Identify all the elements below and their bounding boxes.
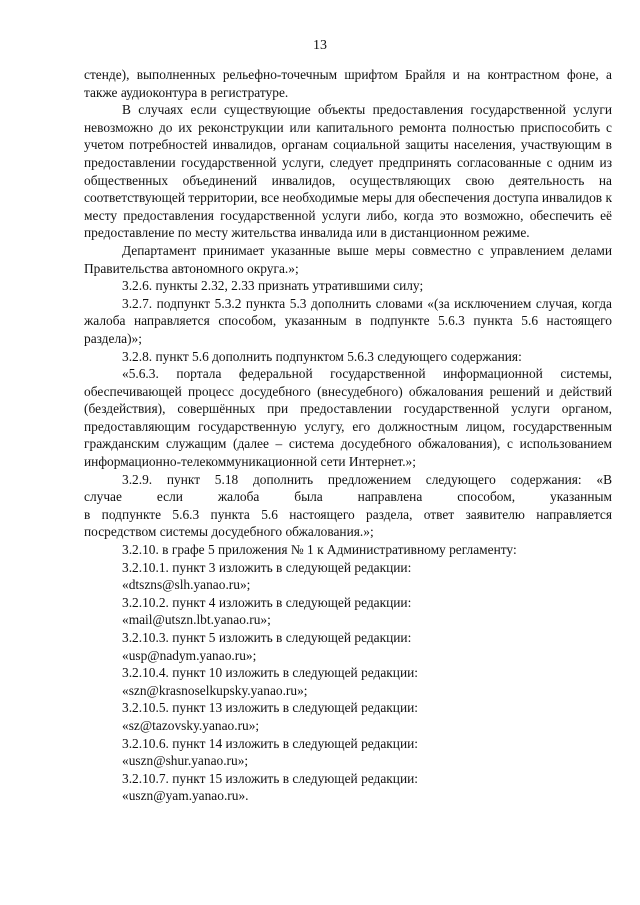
page-number: 13 xyxy=(313,38,327,53)
list-item: 3.2.10.7. пункт 15 изложить в следующей редакции: xyxy=(122,770,419,786)
email-value: «sz@tazovsky.yanao.ru»; xyxy=(122,717,260,733)
paragraph-3-2-6: 3.2.6. пункты 2.32, 2.33 признать утратившими силу; xyxy=(122,278,424,294)
list-item: 3.2.10.2. пункт 4 изложить в следующей редакции: xyxy=(122,594,412,610)
email-value: «mail@utszn.lbt.yanao.ru»; xyxy=(122,612,271,628)
list-item: 3.2.10.5. пункт 13 изложить в следующей редакции: xyxy=(122,700,419,716)
email-value: «szn@krasnoselkupsky.yanao.ru»; xyxy=(122,682,308,698)
paragraph-3-2-9-line-1: 3.2.9. пункт 5.18 дополнить предложением следующего содержания: «В xyxy=(122,471,612,487)
list-item: 3.2.10.6. пункт 14 изложить в следующей редакции: xyxy=(122,735,419,751)
paragraph-accessibility-measures: В случаях если существующие объекты предоставления государственной услуги невозможно до их реконструкции или капитального ремонта полностью приспособить с учетом потребностей инвалидов, органам социальной защиты населения, участвующим в предоставлении государственной услуги, следует предпринять согласованные с одним из общественных объединений инвалидов, осуществляющих свою деятельность на соответствующей территории, все необходимые меры для обеспечения доступа инвалидов к месту предоставления государственной услуги либо, когда это возможно, обеспечить её предоставление по месту жительства инвалида или в дистанционном режиме. xyxy=(84,102,612,241)
email-value: «uszn@shur.yanao.ru»; xyxy=(122,753,249,769)
email-value: «usp@nadym.yanao.ru»; xyxy=(122,647,257,663)
list-item: 3.2.10.3. пункт 5 изложить в следующей редакции: xyxy=(122,630,412,645)
paragraph-3-2-9-rest: в подпункте 5.6.3 пункта 5.6 настоящего раздела, ответ заявителю направляется посредством системы досудебного обжалования.»; xyxy=(84,506,612,540)
paragraph-5-6-3-quote: «5.6.3. портала федеральной государственной информационной системы, обеспечивающей процесс досудебного (внесудебного) обжалования решений и действий (бездействия), совершённых при предоставлении государственной услуги органом, предоставляющим государственную услугу, его должностным лицом, государственным гражданским служащим (далее – система досудебного обжалования), с использованием информационно-телекоммуникационной сети Интернет.»; xyxy=(84,366,612,470)
amendment-list xyxy=(84,541,612,805)
email-value: «uszn@yam.yanao.ru». xyxy=(122,788,249,804)
paragraph-braille-stand: стенде), выполненных рельефно-точечным шрифтом Брайля и на контрастном фоне, а также аудиоконтура в регистратуре. xyxy=(84,67,612,100)
paragraph-3-2-9 xyxy=(84,471,612,541)
list-item: 3.2.10.4. пункт 10 изложить в следующей редакции: xyxy=(122,665,419,681)
list-item: 3.2.10.1. пункт 3 изложить в следующей редакции: xyxy=(122,559,412,575)
paragraph-3-2-9-line-2: случае если жалоба была направлена способом, указанным xyxy=(84,489,612,505)
paragraph-3-2-8: 3.2.8. пункт 5.6 дополнить подпунктом 5.6.3 следующего содержания: xyxy=(122,348,522,364)
email-value: «dtszns@slh.yanao.ru»; xyxy=(122,577,251,593)
paragraph-3-2-7: 3.2.7. подпункт 5.3.2 пункта 5.3 дополнить словами «(за исключением случая, когда жалоба направляется способом, указанным в подпункте 5.6.3 пункта 5.6 настоящего раздела)»; xyxy=(84,295,612,346)
list-item: 3.2.10. в графе 5 приложения № 1 к Административному регламенту: xyxy=(122,542,517,558)
document-body xyxy=(84,66,612,805)
paragraph-department-measures: Департамент принимает указанные выше меры совместно с управлением делами Правительства автономного округа.»; xyxy=(84,242,612,276)
